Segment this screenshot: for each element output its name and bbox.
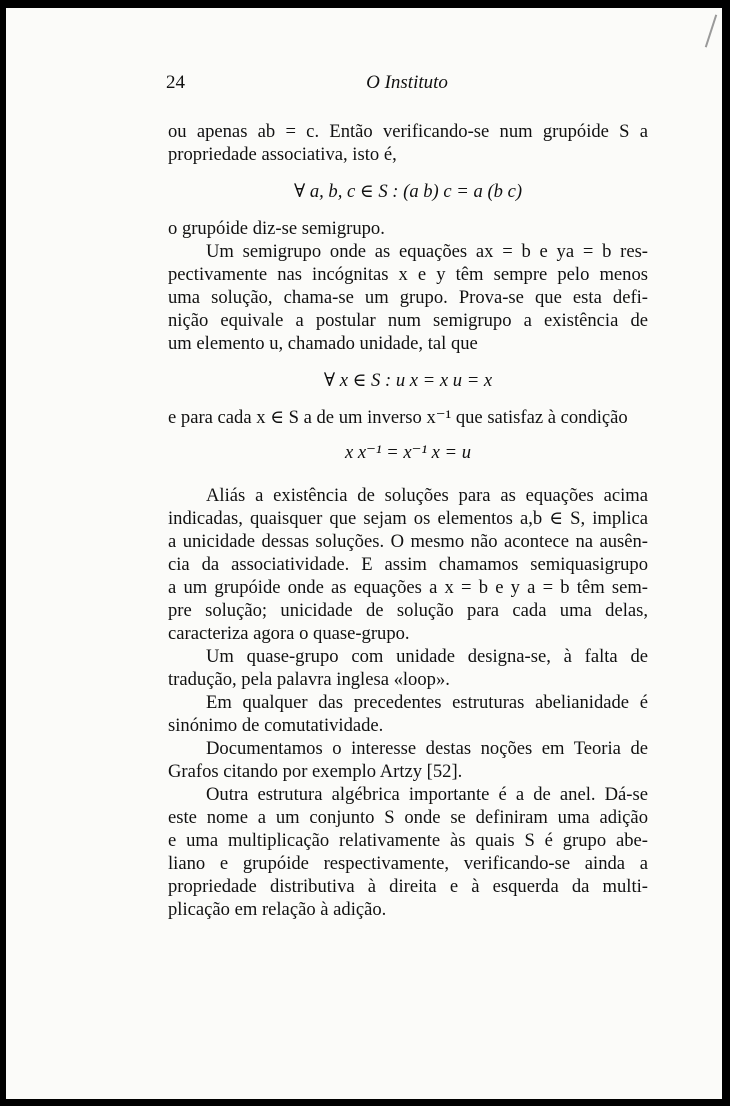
formula-unit: ∀ x ∈ S : u x = x u = x xyxy=(323,370,493,391)
text-line: Documentamos o interesse destas noções em Teoria de xyxy=(206,738,648,759)
text-line: pre solução; unicidade de solução para cada uma delas, xyxy=(168,600,648,621)
text-line: indicadas, quaisquer que sejam os elementos a,b ∈ S, implica xyxy=(168,508,648,529)
text-line: sinónimo de comutatividade. xyxy=(168,715,384,736)
text-line: uma solução, chama-se um grupo. Prova-se que esta defi- xyxy=(168,287,648,308)
page-number: 24 xyxy=(166,72,185,93)
text-line: o grupóide diz-se semigrupo. xyxy=(168,218,385,239)
text-line: propriedade distributiva à direita e à esquerda da multi- xyxy=(168,876,648,897)
text-line: Grafos citando por exemplo Artzy [52]. xyxy=(168,761,463,782)
page-header xyxy=(166,72,648,96)
formula-associativity: ∀ a, b, c ∈ S : (a b) c = a (b c) xyxy=(293,181,523,202)
text-line: plicação em relação à adição. xyxy=(168,899,387,920)
formula-inverse: x x⁻¹ = x⁻¹ x = u xyxy=(344,442,472,463)
text-line: a um grupóide onde as equações a x = b e y a = b têm sem- xyxy=(168,577,648,598)
text-line: e uma multiplicação relativamente às quais S é grupo abe- xyxy=(168,830,648,851)
book-page xyxy=(6,8,722,1099)
page-corner-mark xyxy=(705,15,717,48)
text-line: Um semigrupo onde as equações ax = b e ya = b res- xyxy=(206,241,648,262)
text-line: pectivamente nas incógnitas x e y têm sempre pelo menos xyxy=(168,264,648,285)
text-line: a unicidade dessas soluções. O mesmo não acontece na ausên- xyxy=(168,531,648,552)
running-title: O Instituto xyxy=(366,72,448,93)
text-line: Em qualquer das precedentes estruturas abelianidade é xyxy=(206,692,648,713)
text-line: Um quase-grupo com unidade designa-se, à falta de xyxy=(206,646,648,667)
text-line: caracteriza agora o quase-grupo. xyxy=(168,623,410,644)
text-line: este nome a um conjunto S onde se definiram uma adição xyxy=(168,807,648,828)
text-line: ou apenas ab = c. Então verificando-se num grupóide S a xyxy=(168,121,648,142)
text-line: propriedade associativa, isto é, xyxy=(168,144,397,165)
text-line: tradução, pela palavra inglesa «loop». xyxy=(168,669,450,690)
text-line: Outra estrutura algébrica importante é a de anel. Dá-se xyxy=(206,784,648,805)
text-line: Aliás a existência de soluções para as equações acima xyxy=(206,485,648,506)
text-line: liano e grupóide respectivamente, verificando-se ainda a xyxy=(168,853,648,874)
text-line: cia da associatividade. E assim chamamos semiquasigrupo xyxy=(168,554,648,575)
body-text xyxy=(168,120,648,921)
text-line: e para cada x ∈ S a de um inverso x⁻¹ que satisfaz à condição xyxy=(168,407,628,428)
text-line: nição equivale a postular num semigrupo a existência de xyxy=(168,310,648,331)
text-line: um elemento u, chamado unidade, tal que xyxy=(168,333,478,354)
